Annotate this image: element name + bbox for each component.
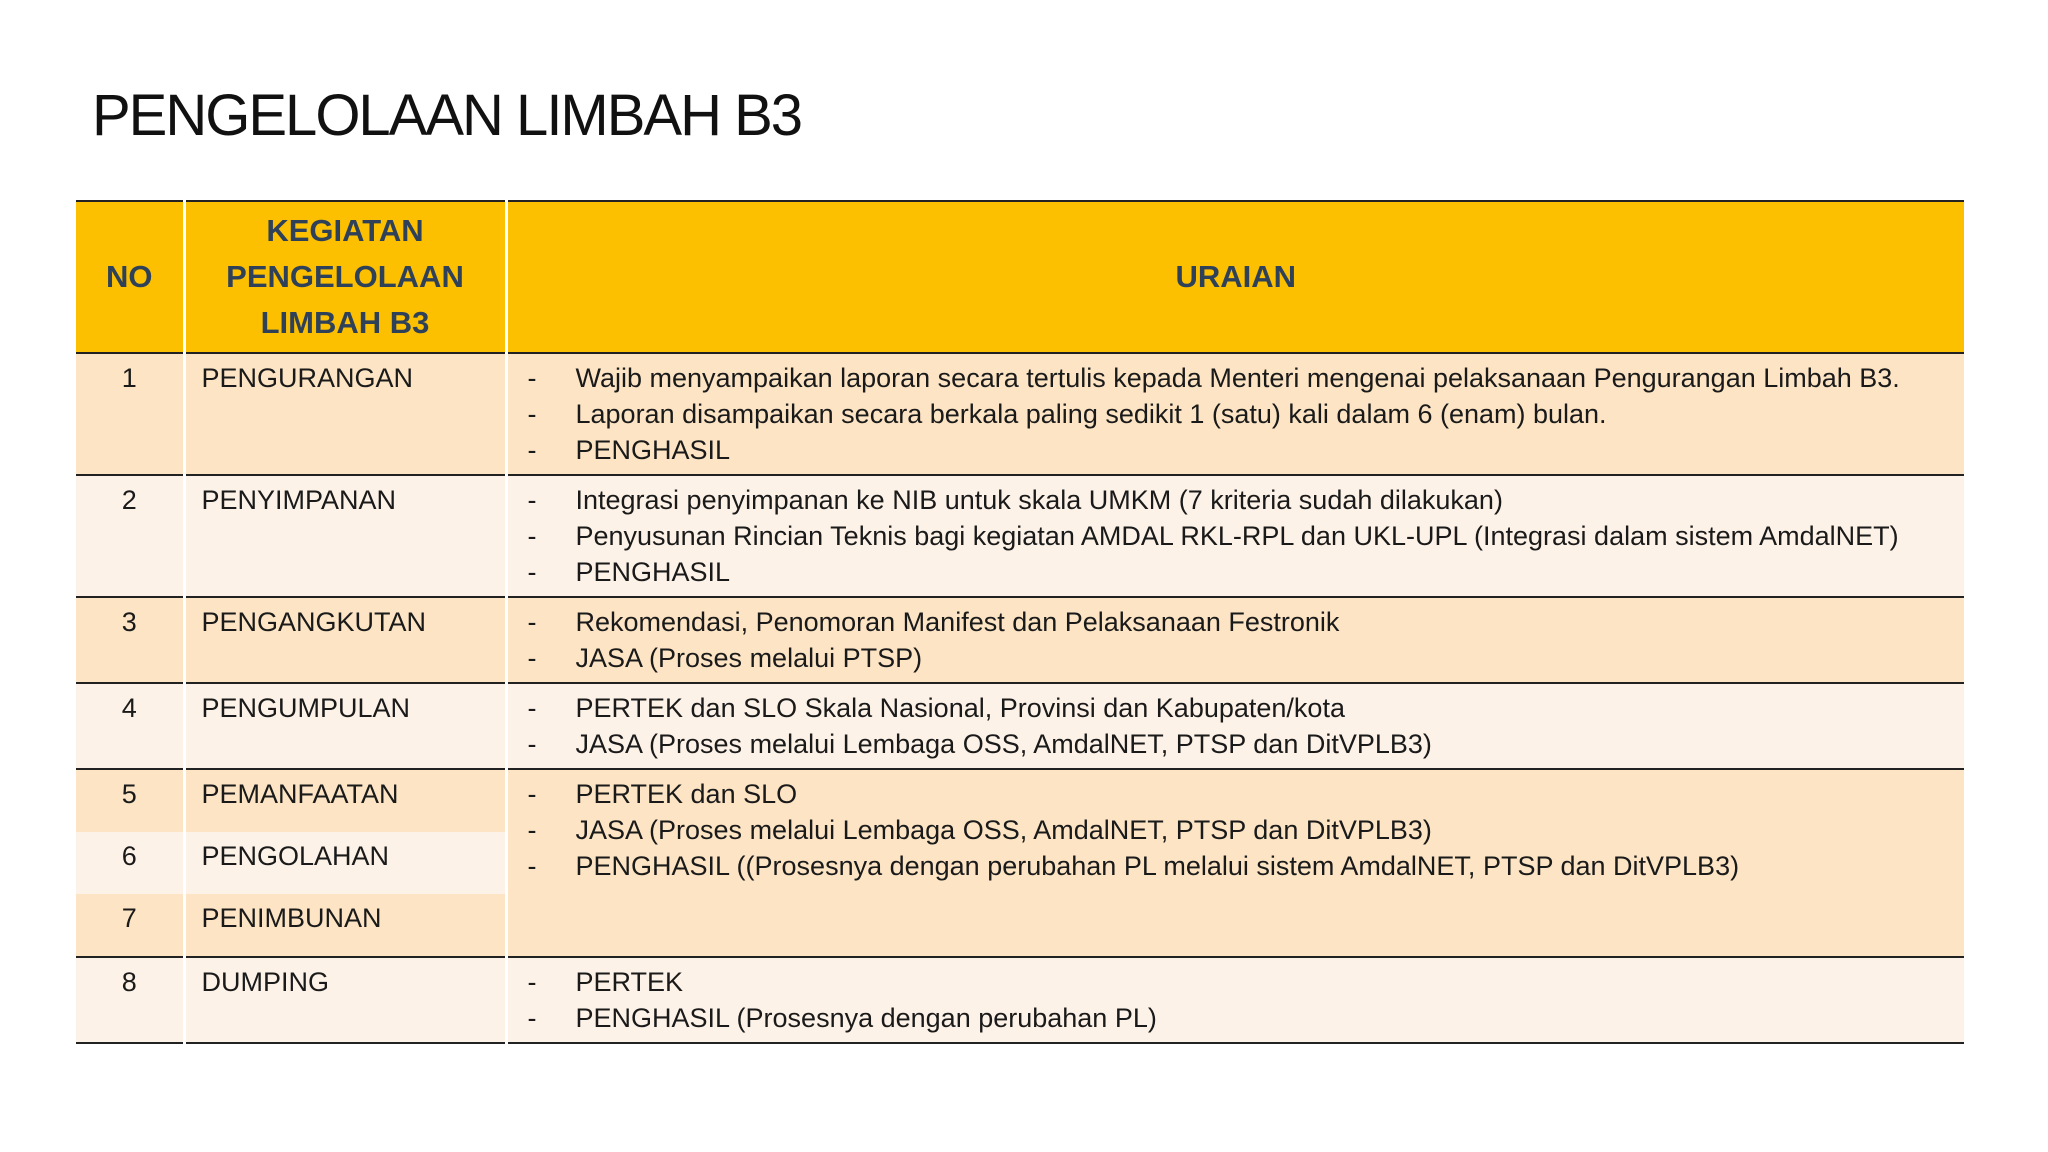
list-item: - JASA (Proses melalui PTSP)	[527, 643, 923, 673]
waste-management-table	[76, 200, 1964, 1044]
table-row	[76, 597, 1964, 683]
table-row	[76, 957, 1964, 1043]
cell-kegiatan: DUMPING	[184, 957, 506, 1043]
list-item: - PERTEK dan SLO	[527, 779, 798, 809]
uraian-list	[524, 604, 1949, 676]
cell-no: 1	[76, 353, 184, 475]
uraian-list	[524, 964, 1949, 1036]
list-item: - Penyusunan Rincian Teknis bagi kegiatan AMDAL RKL-RPL dan UKL-UPL (Integrasi dalam sistem AmdalNET)	[527, 521, 1899, 551]
cell-no: 2	[76, 475, 184, 597]
table-row	[76, 683, 1964, 769]
cell-no: 5	[76, 769, 184, 832]
list-item: - JASA (Proses melalui Lembaga OSS, AmdalNET, PTSP dan DitVPLB3)	[527, 815, 1432, 845]
cell-kegiatan: PENGOLAHAN	[184, 832, 506, 894]
list-item: - PERTEK dan SLO Skala Nasional, Provinsi dan Kabupaten/kota	[527, 693, 1345, 723]
cell-kegiatan: PEMANFAATAN	[184, 769, 506, 832]
cell-kegiatan: PENGUMPULAN	[184, 683, 506, 769]
uraian-list	[524, 776, 1949, 884]
cell-no: 3	[76, 597, 184, 683]
list-item: - Integrasi penyimpanan ke NIB untuk skala UMKM (7 kriteria sudah dilakukan)	[527, 485, 1503, 515]
list-item: - PENGHASIL	[527, 557, 731, 587]
cell-kegiatan: PENIMBUNAN	[184, 894, 506, 957]
cell-uraian	[506, 957, 1964, 1043]
uraian-list	[524, 482, 1949, 590]
cell-uraian	[506, 597, 1964, 683]
page-title: PENGELOLAAN LIMBAH B3	[92, 83, 802, 148]
cell-kegiatan: PENYIMPANAN	[184, 475, 506, 597]
list-item: - Wajib menyampaikan laporan secara tertulis kepada Menteri mengenai pelaksanaan Pengurangan Limbah B3.	[527, 363, 1900, 393]
table-row	[76, 353, 1964, 475]
list-item: - Rekomendasi, Penomoran Manifest dan Pelaksanaan Festronik	[527, 607, 1340, 637]
cell-no: 8	[76, 957, 184, 1043]
list-item: - PERTEK	[527, 967, 684, 997]
header-kegiatan: KEGIATAN PENGELOLAAN LIMBAH B3	[184, 201, 506, 353]
table	[76, 200, 1964, 1044]
cell-uraian	[506, 353, 1964, 475]
cell-no: 7	[76, 894, 184, 957]
cell-uraian	[506, 475, 1964, 597]
cell-uraian-merged	[506, 769, 1964, 957]
header-no: NO	[76, 201, 184, 353]
list-item: - JASA (Proses melalui Lembaga OSS, AmdalNET, PTSP dan DitVPLB3)	[527, 729, 1432, 759]
cell-kegiatan: PENGURANGAN	[184, 353, 506, 475]
cell-no: 4	[76, 683, 184, 769]
table-row	[76, 769, 1964, 832]
cell-kegiatan: PENGANGKUTAN	[184, 597, 506, 683]
list-item: - PENGHASIL	[527, 435, 731, 465]
uraian-list	[524, 360, 1949, 468]
cell-no: 6	[76, 832, 184, 894]
list-item: - Laporan disampaikan secara berkala paling sedikit 1 (satu) kali dalam 6 (enam) bulan.	[527, 399, 1607, 429]
list-item: - PENGHASIL (Prosesnya dengan perubahan PL)	[527, 1003, 1157, 1033]
table-header-row	[76, 201, 1964, 353]
header-uraian: URAIAN	[506, 201, 1964, 353]
list-item: - PENGHASIL ((Prosesnya dengan perubahan PL melalui sistem AmdalNET, PTSP dan DitVPLB3)	[527, 851, 1740, 881]
uraian-list	[524, 690, 1949, 762]
cell-uraian	[506, 683, 1964, 769]
table-row	[76, 475, 1964, 597]
